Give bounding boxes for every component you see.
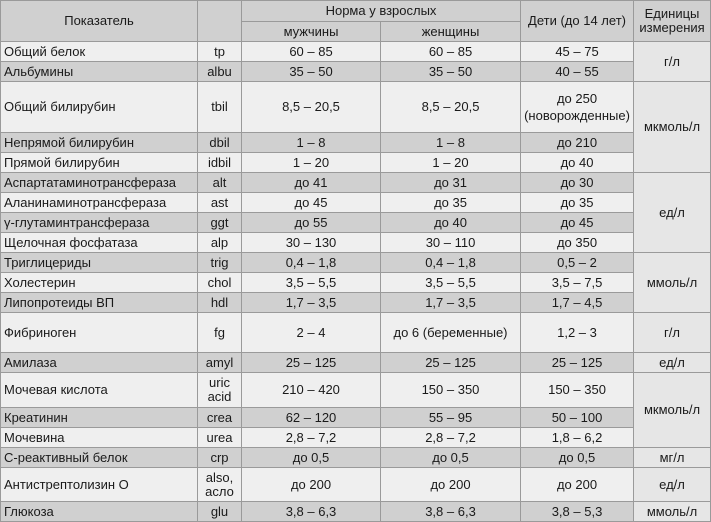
men-value: 8,5 – 20,5	[242, 82, 381, 133]
table-row	[1, 428, 711, 448]
unit-cell: г/л	[634, 42, 711, 82]
indicator-name: Щелочная фосфатаза	[1, 233, 198, 253]
men-value: 1 – 20	[242, 153, 381, 173]
indicator-name: Аланинаминотрансфераза	[1, 193, 198, 213]
table-row	[1, 353, 711, 373]
indicator-code: fg	[198, 313, 242, 353]
women-value: 30 – 110	[381, 233, 521, 253]
indicator-name: Антистрептолизин О	[1, 468, 198, 502]
men-value: 0,4 – 1,8	[242, 253, 381, 273]
unit-cell: г/л	[634, 313, 711, 353]
women-value: до 35	[381, 193, 521, 213]
table-row	[1, 82, 711, 133]
indicator-name: Фибриноген	[1, 313, 198, 353]
indicator-name: С-реактивный белок	[1, 448, 198, 468]
indicator-code: ast	[198, 193, 242, 213]
women-value: до 0,5	[381, 448, 521, 468]
men-value: 1 – 8	[242, 133, 381, 153]
children-value: до 30	[521, 173, 634, 193]
children-value: 1,7 – 4,5	[521, 293, 634, 313]
men-value: 60 – 85	[242, 42, 381, 62]
table-row	[1, 153, 711, 173]
header-indicator: Показатель	[1, 1, 198, 42]
indicator-name: Мочевина	[1, 428, 198, 448]
women-value: 0,4 – 1,8	[381, 253, 521, 273]
table-row	[1, 213, 711, 233]
children-value: до 45	[521, 213, 634, 233]
indicator-name: Холестерин	[1, 273, 198, 293]
table-row	[1, 293, 711, 313]
children-value: до 210	[521, 133, 634, 153]
header-units: Единицы измерения	[634, 1, 711, 42]
women-value: до 6 (беременные)	[381, 313, 521, 353]
indicator-name: Креатинин	[1, 408, 198, 428]
table-row	[1, 42, 711, 62]
children-value: 40 – 55	[521, 62, 634, 82]
indicator-code: tbil	[198, 82, 242, 133]
women-value: 3,5 – 5,5	[381, 273, 521, 293]
children-value: 1,2 – 3	[521, 313, 634, 353]
children-value: 25 – 125	[521, 353, 634, 373]
children-value: 0,5 – 2	[521, 253, 634, 273]
men-value: до 55	[242, 213, 381, 233]
men-value: 35 – 50	[242, 62, 381, 82]
women-value: 8,5 – 20,5	[381, 82, 521, 133]
indicator-code: alp	[198, 233, 242, 253]
children-value: 1,8 – 6,2	[521, 428, 634, 448]
indicator-code: uric acid	[198, 373, 242, 408]
unit-cell: мг/л	[634, 448, 711, 468]
children-value: до 40	[521, 153, 634, 173]
men-value: 1,7 – 3,5	[242, 293, 381, 313]
men-value: 25 – 125	[242, 353, 381, 373]
indicator-code: glu	[198, 502, 242, 522]
men-value: 3,8 – 6,3	[242, 502, 381, 522]
indicator-name: Амилаза	[1, 353, 198, 373]
women-value: до 31	[381, 173, 521, 193]
indicator-code: crea	[198, 408, 242, 428]
indicator-name: Мочевая кислота	[1, 373, 198, 408]
men-value: 210 – 420	[242, 373, 381, 408]
indicator-name: Прямой билирубин	[1, 153, 198, 173]
unit-cell: мкмоль/л	[634, 82, 711, 173]
women-value: до 200	[381, 468, 521, 502]
indicator-name: Глюкоза	[1, 502, 198, 522]
unit-cell: ед/л	[634, 353, 711, 373]
table-row	[1, 173, 711, 193]
indicator-name: Липопротеиды ВП	[1, 293, 198, 313]
children-value: до 35	[521, 193, 634, 213]
children-value: до 250 (новорожденные)	[521, 82, 634, 133]
women-value: 60 – 85	[381, 42, 521, 62]
table-row	[1, 62, 711, 82]
indicator-code: urea	[198, 428, 242, 448]
children-value: 3,8 – 5,3	[521, 502, 634, 522]
women-value: 3,8 – 6,3	[381, 502, 521, 522]
children-value: до 0,5	[521, 448, 634, 468]
table-row	[1, 253, 711, 273]
children-value: до 350	[521, 233, 634, 253]
men-value: до 45	[242, 193, 381, 213]
women-value: 150 – 350	[381, 373, 521, 408]
indicator-name: Общий белок	[1, 42, 198, 62]
men-value: 62 – 120	[242, 408, 381, 428]
indicator-name: Общий билирубин	[1, 82, 198, 133]
men-value: до 0,5	[242, 448, 381, 468]
men-value: 3,5 – 5,5	[242, 273, 381, 293]
unit-cell: ед/л	[634, 468, 711, 502]
header-code	[198, 1, 242, 42]
header-adult-norm: Норма у взрослых	[242, 1, 521, 22]
children-value: 45 – 75	[521, 42, 634, 62]
unit-cell: мкмоль/л	[634, 373, 711, 448]
header-children: Дети (до 14 лет)	[521, 1, 634, 42]
men-value: 2,8 – 7,2	[242, 428, 381, 448]
women-value: 25 – 125	[381, 353, 521, 373]
children-value: до 200	[521, 468, 634, 502]
table-row	[1, 233, 711, 253]
men-value: до 41	[242, 173, 381, 193]
women-value: до 40	[381, 213, 521, 233]
women-value: 2,8 – 7,2	[381, 428, 521, 448]
men-value: 30 – 130	[242, 233, 381, 253]
indicator-code: dbil	[198, 133, 242, 153]
women-value: 1 – 8	[381, 133, 521, 153]
women-value: 35 – 50	[381, 62, 521, 82]
header-men: мужчины	[242, 22, 381, 42]
indicator-code: amyl	[198, 353, 242, 373]
indicator-code: idbil	[198, 153, 242, 173]
indicator-code: hdl	[198, 293, 242, 313]
indicator-name: γ-глутаминтрансфераза	[1, 213, 198, 233]
indicator-code: also, асло	[198, 468, 242, 502]
indicator-code: alt	[198, 173, 242, 193]
indicator-code: albu	[198, 62, 242, 82]
women-value: 55 – 95	[381, 408, 521, 428]
table-row	[1, 273, 711, 293]
indicator-name: Аспартатаминотрансфераза	[1, 173, 198, 193]
women-value: 1,7 – 3,5	[381, 293, 521, 313]
table-row	[1, 502, 711, 522]
indicator-code: ggt	[198, 213, 242, 233]
indicator-name: Триглицериды	[1, 253, 198, 273]
indicator-code: chol	[198, 273, 242, 293]
men-value: до 200	[242, 468, 381, 502]
unit-cell: ммоль/л	[634, 253, 711, 313]
women-value: 1 – 20	[381, 153, 521, 173]
table-row	[1, 373, 711, 408]
indicator-code: tp	[198, 42, 242, 62]
children-value: 150 – 350	[521, 373, 634, 408]
table-row	[1, 193, 711, 213]
table-row	[1, 133, 711, 153]
men-value: 2 – 4	[242, 313, 381, 353]
unit-cell: ммоль/л	[634, 502, 711, 522]
children-value: 50 – 100	[521, 408, 634, 428]
indicator-name: Альбумины	[1, 62, 198, 82]
indicator-name: Непрямой билирубин	[1, 133, 198, 153]
table-row	[1, 313, 711, 353]
header-women: женщины	[381, 22, 521, 42]
children-value: 3,5 – 7,5	[521, 273, 634, 293]
table-row	[1, 408, 711, 428]
indicator-code: trig	[198, 253, 242, 273]
table-row	[1, 468, 711, 502]
table-row	[1, 448, 711, 468]
unit-cell: ед/л	[634, 173, 711, 253]
indicator-code: crp	[198, 448, 242, 468]
